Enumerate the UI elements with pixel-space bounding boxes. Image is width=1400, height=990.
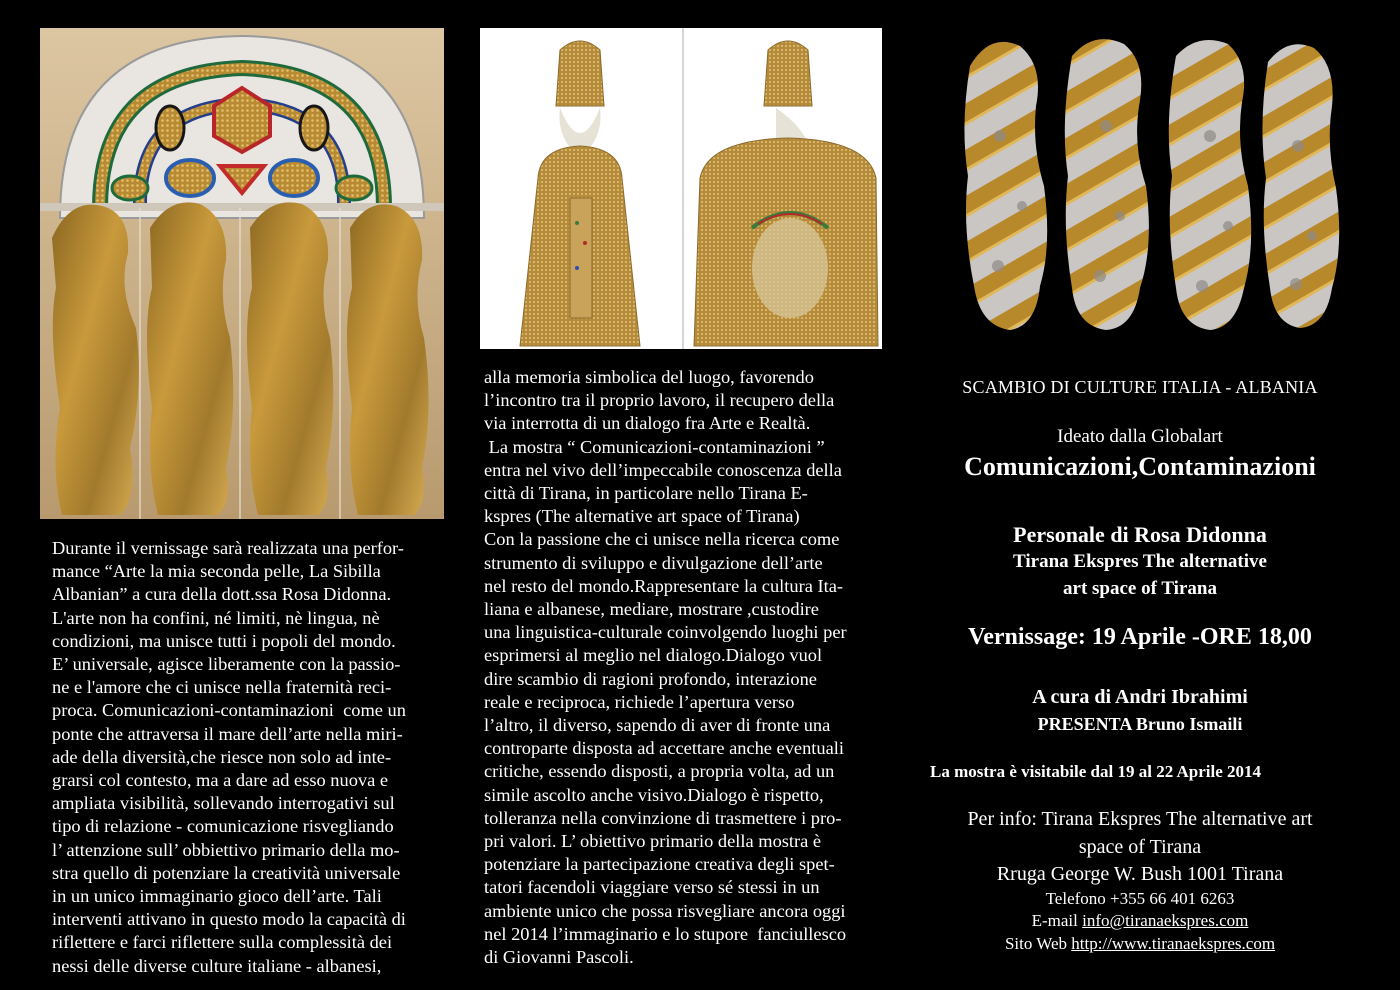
venue-line: Tirana Ekspres The alternative [1013,551,1267,572]
address-line: Rruga George W. Bush 1001 Tirana [996,863,1284,885]
presenter-line: PRESENTA Bruno Ismaili [1037,714,1243,734]
description-text-middle: alla memoria simbolica del luogo, favorendo l’incontro tra il proprio lavoro, il recupero della via interrotta di un dialogo fra Arte e Realtà. La mostra “ Comunicazioni-contaminazioni ” entra nel vivo dell’impeccabile conoscenza della città di Tirana, in particolare nello Tirana E- kspres (The alternative art space of Tirana) Con la passione che ci unisce nella ricerca come strumento di sviluppo e divulgazione dell’arte nel resto del mondo.Rappresentare la cultura Ita- liana e albanese, mediare, mostrare ,custodire una linguistica-culturale coinvolgendo luoghi per esprimersi al meglio nel dialogo.Dialogo vuol dire scambio di ragioni profondo, interazione reale e reciproca, richiede l’apertura verso l’altro, il diverso, sapendo di aver di fronte una controparte disposta ad accettare anche eventuali critiche, essendo disposti, a propria volta, ad un simile ascolto anche visivo.Dialogo è rispetto, tolleranza nella convinzione di trasmettere i pro- pri valori. L’ obiettivo primario della mostra è potenziare la partecipazione creativa degli spet- tatori facendoli viaggiare verso sé stessi in un ambiente unico che possa risvegliare ancora oggi nel 2014 l’immaginario e lo stupore fanciullesco di Giovanni Pascoli. [484,367,847,968]
artist-line: Personale di Rosa Didonna [1013,522,1267,547]
email-label: E-mail [1031,911,1083,930]
exchange-title: SCAMBIO DI CULTURE ITALIA - ALBANIA [962,377,1318,397]
installation-photo-striped-figures [940,26,1360,342]
vernissage-line: Vernissage: 19 Aprile -ORE 18,00 [968,624,1312,650]
venue-line: art space of Tirana [1063,578,1217,599]
info-line: space of Tirana [1078,836,1202,858]
idea-line: Ideato dalla Globalart [1057,426,1223,447]
info-line: Per info: Tirana Ekspres The alternative art [967,808,1313,830]
visiting-dates-line: La mostra è visitabile dal 19 al 22 Aprile 2014 [930,762,1262,781]
installation-photo-arch [40,28,444,519]
email-line [900,911,1380,931]
description-text-left: Durante il vernissage sarà realizzata una perfor- mance “Arte la mia seconda pelle, La Sibilla Albanian” a cura della dott.ssa Rosa Didonna. L'arte non ha confini, né limiti, nè lingua, nè condizioni, ma unisce tutti i popoli del mondo. E’ universale, agisce liberamente con la passio- ne e l'amore che ci unisce nella fraternità reci- proca. Comunicazioni-contaminazioni come un ponte che attraversa il mare dell’arte nella miri- ade della diversità,che riesce non solo ad inte- grarsi col contesto, ma a dare ad esso nuova e ampliata visibilità, sollevando interrogativi sul tipo di relazione - comunicazione risvegliando l’ attenzione sull’ obbiettivo primario della mo- stra quello di potenziare la creatività universale in un unico immaginario gioco dell’arte. Tali interventi attivano in questo modo la capacità di riflettere e farci riflettere sulla complessità dei nessi delle diverse culture italiane - albanesi, [52,538,406,976]
installation-photo-figures [480,28,882,349]
website-line [900,934,1380,954]
curator-line: A cura di Andri Ibrahimi [1032,686,1248,708]
phone-line: Telefono +355 66 401 6263 [1045,889,1235,908]
email-link[interactable]: info@tiranaekspres.com [1082,911,1249,930]
exhibition-title: Comunicazioni,Contaminazioni [964,452,1316,481]
website-link[interactable]: http://www.tiranaekspres.com [1071,934,1276,953]
website-label: Sito Web [1004,934,1072,953]
